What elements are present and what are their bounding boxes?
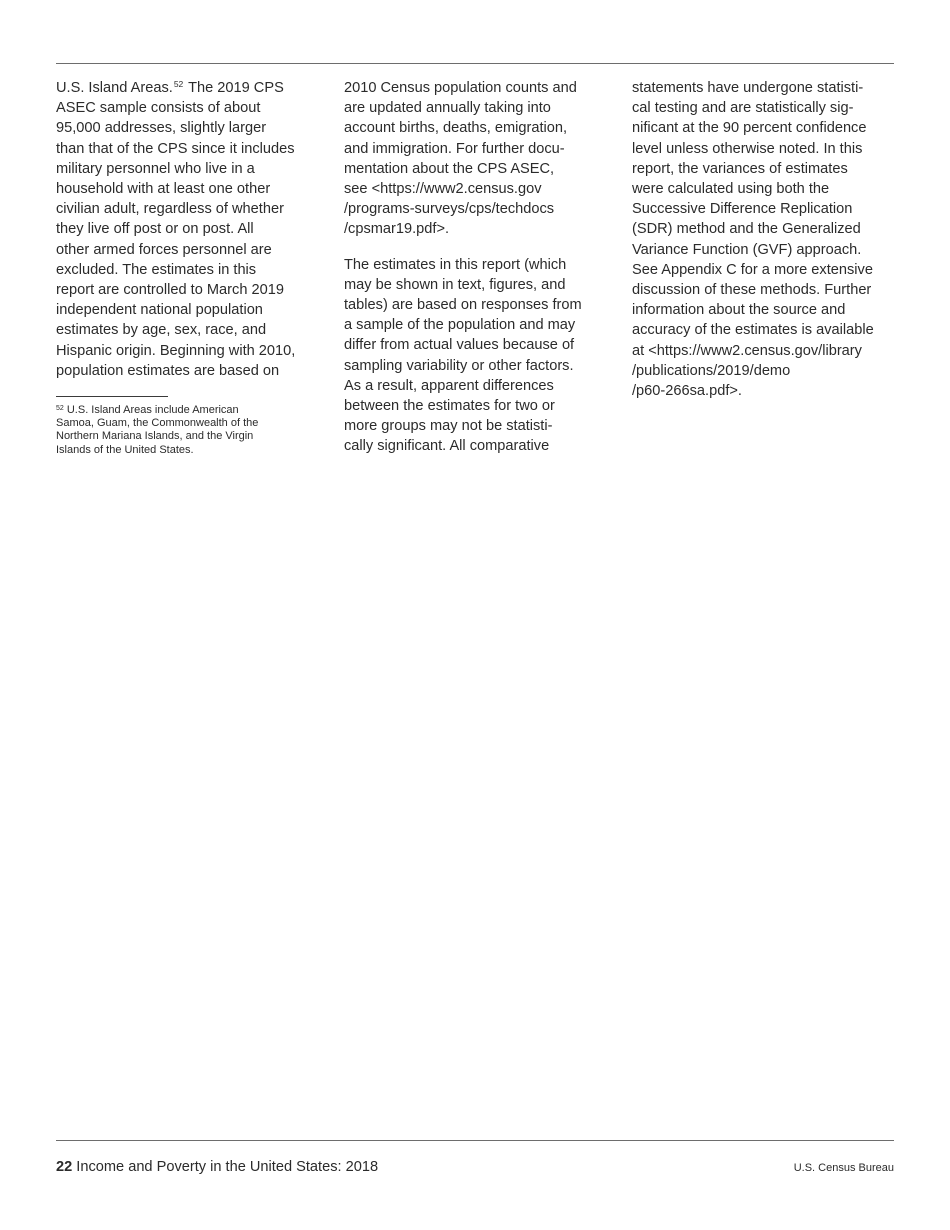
text-column-1 [56,78,318,381]
footnote-ref-52[interactable]: 52 [173,79,184,89]
column2-paragraph-2: The estimates in this report (which may be shown in text, figures, and tables) are based on responses from a sample of the population and may differ from actual values because of sampling variability or other factors. As a result, apparent differences between the estimates for two or more groups may not be statisti- cally significant. All comparative [344,256,582,455]
footnote-52 [56,404,306,457]
footer-title-block [56,1157,378,1177]
text-column-3 [632,78,894,401]
column2-paragraph-1: 2010 Census population counts and are updated annually taking into account births, deaths, emigration, and immigration. For further docu- mentation about the CPS ASEC, see <https://www2.census.gov /programs-surveys/cps/techdocs /cpsmar19.pdf>. [344,80,577,238]
report-title: Income and Poverty in the United States: 2018 [72,1159,379,1175]
agency-name: U.S. Census Bureau [793,1162,894,1174]
page-number: 22 [56,1159,73,1175]
footnote-rule [56,396,168,397]
text-column-2 [344,78,606,457]
column3-paragraph-1: statements have undergone statisti- cal testing and are statistically sig- nificant at the 90 percent confidence level unless otherwise noted. In this report, the variances of estimates were calculated using both the Successive Difference Replication (SDR) method and the Generalized Variance Function (GVF) approach. See Appendix C for a more extensive discussion of these methods. Further information about the source and accuracy of the estimates is available at <https://www2.census.gov/library /publications/2019/demo /p60-266sa.pdf>. [632,80,874,400]
column1-lead: U.S. Island Areas. [56,80,173,96]
footer-rule [56,1140,894,1141]
header-rule [56,63,894,64]
footnote-text: U.S. Island Areas include American Samoa, Guam, the Commonwealth of the Northern Mariana Islands, and the Virgin Islands of the United States. [56,404,259,456]
column1-paragraph [56,78,318,381]
column1-body: The 2019 CPS ASEC sample consists of about 95,000 addresses, slightly larger than that of the CPS since it includes military personnel who live in a household with at least one other civilian adult, regardless of whether they live off post or on post. All other armed forces personnel are excluded. The estimates in this report are controlled to March 2019 independent national population estimates by age, sex, race, and Hispanic origin. Beginning with 2010, population estimates are based on [56,80,296,379]
footnote-number: 52 [56,405,64,412]
